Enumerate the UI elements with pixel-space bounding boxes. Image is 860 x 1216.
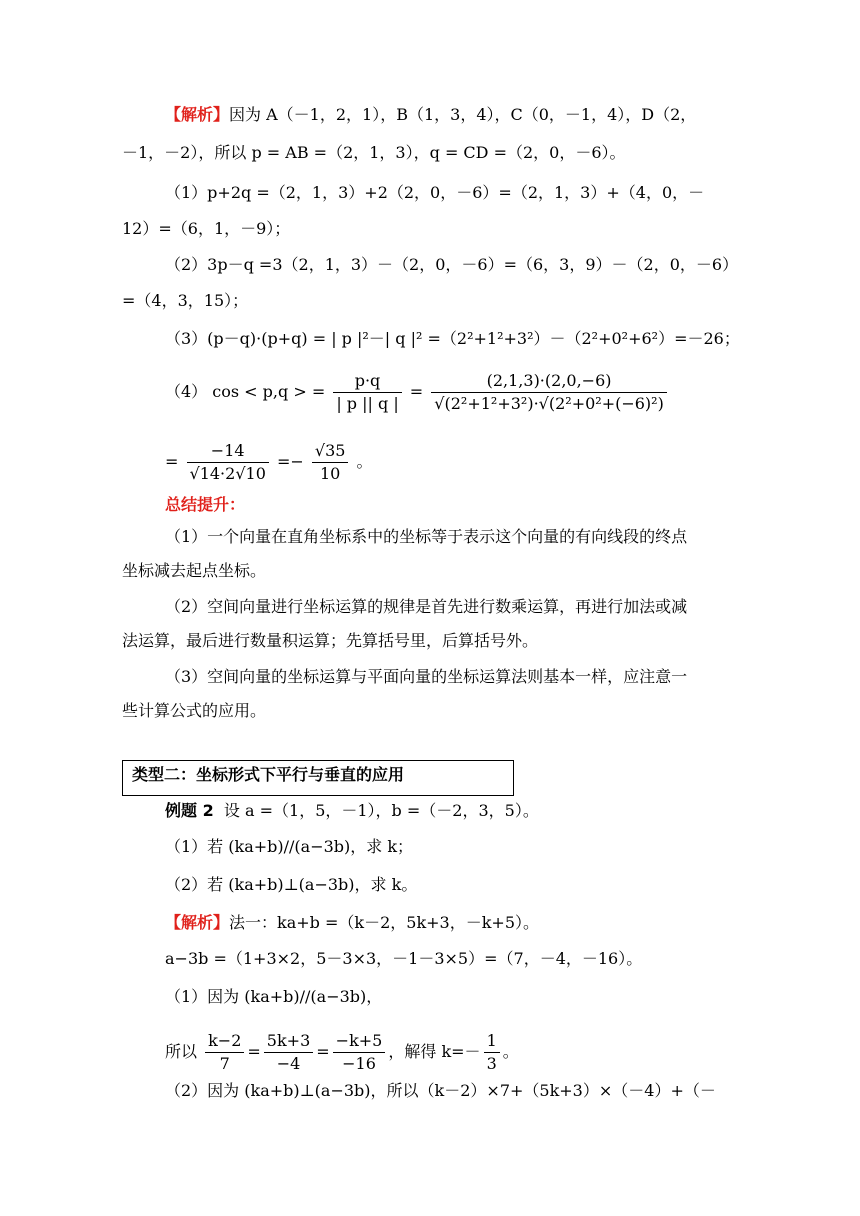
fraction-coords (431, 370, 667, 415)
analysis-text-1: 因为 A（－1，2，1），B（1，3，4），C（0，－1，4），D（2， (229, 105, 697, 124)
solution-1-equation: 所以 $\frac{k-2}{7}$ = $\frac{5k+3}{-4}$ = $\frac{-k+5}{-16}$ ，解得 k=－ $\frac{1}{3}$ 。 (165, 1031, 519, 1073)
example-label: 例题 2 (165, 801, 214, 820)
so-word: 所以 (165, 1042, 198, 1061)
summary-1a: （1）一个向量在直角坐标系中的坐标等于表示这个向量的有向线段的终点 (165, 527, 688, 546)
solution-line-1 (165, 912, 539, 934)
period: 。 (356, 452, 373, 471)
ratio-2-numerator: 5k+3 (264, 1030, 313, 1053)
analysis-tag-2: 【解析】 (165, 913, 230, 932)
summary-1b: 坐标减去起点坐标。 (122, 561, 267, 580)
section-title: 类型二：坐标形式下平行与垂直的应用 (132, 765, 405, 784)
fraction-pq-denominator: | p || q | (336, 394, 399, 413)
ratio-1-numerator: k−2 (205, 1030, 244, 1053)
item-2b: =（4，3，15）； (122, 291, 249, 310)
ratio-3-denominator: −16 (342, 1054, 376, 1073)
analysis-line-2: －1，－2），所以 p = AB =（2，1，3），q = CD =（2，0，－6）。 (122, 143, 626, 162)
fraction-result-1-numerator: −14 (187, 440, 269, 463)
item-4-result (165, 440, 373, 485)
item-3: （3）(p－q)·(p+q) = | p |²－| q |² =（2²+1²+3²）－（2²+0²+6²）=－26； (165, 329, 740, 348)
fraction-coords-numerator: (2,1,3)·(2,0,−6) (431, 370, 667, 393)
item-2a: （2）3p－q =3（2，1，3）－（2，0，－6）=（6，3，9）－（2，0，－6） (165, 255, 739, 274)
fraction-result-1-denominator: √14·2√10 (189, 464, 266, 483)
fraction-result-2-numerator: √35 (312, 440, 349, 463)
item-1b: 12）=（6，1，－9）； (122, 219, 291, 238)
ratio-1 (205, 1030, 244, 1075)
ratio-3 (333, 1030, 386, 1075)
ratio-1-denominator: 7 (219, 1054, 230, 1073)
example-text: 设 a =（1，5，－1），b =（－2，3，5）。 (223, 801, 539, 820)
fraction-pq (333, 370, 401, 415)
example-line (165, 800, 539, 822)
analysis-line-1 (165, 104, 696, 126)
ratio-2-denominator: −4 (276, 1054, 301, 1073)
fraction-pq-numerator: p·q (333, 370, 401, 393)
solution-2: （2）因为 (ka+b)⊥(a−3b)，所以（k－2）×7+（5k+3）×（－4）+（－ (165, 1081, 716, 1100)
solve-text: ，解得 k=－ (388, 1042, 481, 1061)
solution-1: （1）因为 (ka+b)//(a−3b)， (165, 987, 383, 1006)
equals-sign: = (409, 382, 424, 401)
fraction-result-2 (312, 440, 349, 485)
item-4-label: （4） (165, 382, 208, 401)
item-1a: （1）p+2q =（2，1，3）+2（2，0，－6）=（2，1，3）+（4，0，－ (165, 183, 705, 202)
item-4-cos: cos < p,q > = (212, 382, 326, 401)
equals-sign: = (165, 452, 179, 471)
analysis-tag: 【解析】 (165, 105, 230, 124)
ratio-3-numerator: −k+5 (333, 1030, 386, 1053)
fraction-result-2-denominator: 10 (319, 464, 341, 483)
fraction-result-1 (187, 440, 269, 485)
item-4 (165, 370, 670, 415)
ratio-2 (264, 1030, 313, 1075)
answer-numerator: 1 (484, 1030, 500, 1053)
answer-denominator: 3 (486, 1054, 497, 1073)
summary-2b: 法运算，最后进行数量积运算；先算括号里，后算括号外。 (122, 631, 539, 650)
solution-line-2: a−3b =（1+3×2，5－3×3，－1－3×5）=（7，－4，－16）。 (165, 949, 643, 968)
summary-3b: 些计算公式的应用。 (122, 701, 267, 720)
question-1: （1）若 (ka+b)//(a−3b)，求 k； (165, 837, 414, 856)
solution-text-1: 法一：ka+b =（k－2，5k+3，－k+5）。 (229, 913, 540, 932)
answer-fraction (484, 1030, 500, 1075)
summary-2a: （2）空间向量进行坐标运算的规律是首先进行数乘运算，再进行加法或减 (165, 597, 688, 616)
equals-minus: =− (276, 452, 304, 471)
period: 。 (502, 1042, 519, 1061)
summary-3a: （3）空间向量的坐标运算与平面向量的坐标运算法则基本一样，应注意一 (165, 667, 688, 686)
summary-title: 总结提升： (165, 495, 246, 514)
question-2: （2）若 (ka+b)⊥(a−3b)，求 k。 (165, 875, 418, 894)
fraction-coords-denominator: √(2²+1²+3²)·√(2²+0²+(−6)²) (434, 394, 664, 413)
